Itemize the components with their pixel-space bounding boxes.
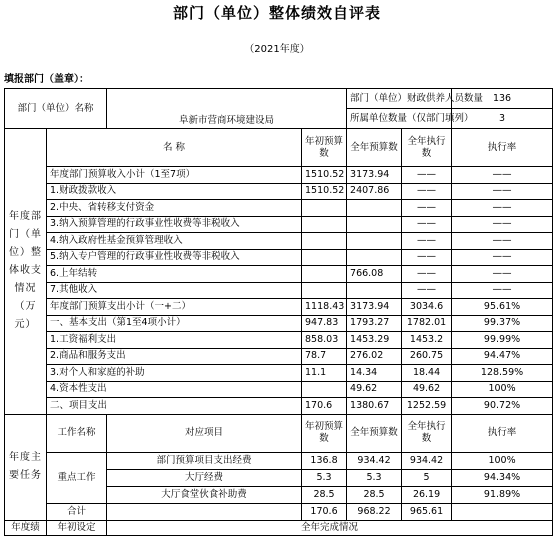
budget-row-name: 5.纳入专户管理的行政事业性收费等非税收入: [47, 249, 302, 266]
budget-row-exec: ——: [402, 200, 452, 217]
task-total-row: [5, 503, 553, 520]
budget-row-rate: ——: [452, 216, 553, 233]
task-row-item: 大厅经费: [107, 469, 302, 486]
budget-row-initial: [302, 282, 347, 299]
task-row-item: 部门预算项目支出经费: [107, 452, 302, 469]
task-row-exec: 26.19: [402, 486, 452, 503]
budget-row-initial: 1510.52: [302, 167, 347, 184]
table-row: [5, 365, 553, 382]
table-row: [5, 348, 553, 365]
dept-name-label: 部门（单位）名称: [5, 89, 107, 129]
budget-row-name: 2.中央、省转移支付资金: [47, 200, 302, 217]
task-total-exec: 965.61: [402, 503, 452, 520]
table-row: [5, 299, 553, 316]
task-row-exec: 5: [402, 469, 452, 486]
budget-row-full: [347, 282, 402, 299]
task-total-label: 合计: [47, 503, 107, 520]
budget-row-name: 4.纳入政府性基金预算管理收入: [47, 233, 302, 250]
budget-col-name: 名 称: [47, 129, 302, 167]
budget-row-initial: 858.03: [302, 332, 347, 349]
budget-row-rate: ——: [452, 200, 553, 217]
info-row-staff: [5, 89, 553, 109]
filler-label: 填报部门（盖章）：: [4, 74, 89, 85]
budget-row-full: 1793.27: [347, 315, 402, 332]
budget-row-initial: [302, 200, 347, 217]
budget-row-exec: 3034.6: [402, 299, 452, 316]
table-row: [5, 216, 553, 233]
budget-row-rate: 99.37%: [452, 315, 553, 332]
task-row-rate: 94.34%: [452, 469, 553, 486]
task-col-item: 对应项目: [107, 414, 302, 452]
budget-row-rate: 94.47%: [452, 348, 553, 365]
budget-row-initial: [302, 249, 347, 266]
table-row: [5, 398, 553, 415]
task-row-item: 大厅食堂伙食补助费: [107, 486, 302, 503]
task-col-exec: 全年执行数: [402, 414, 452, 452]
budget-row-initial: [302, 233, 347, 250]
budget-row-initial: 170.6: [302, 398, 347, 415]
task-total-full: 968.22: [347, 503, 402, 520]
task-work-name: 重点工作: [47, 452, 107, 503]
goal-label: 年初设定: [47, 520, 107, 535]
budget-row-rate: 99.99%: [452, 332, 553, 349]
budget-row-initial: [302, 216, 347, 233]
task-row-rate: 91.89%: [452, 486, 553, 503]
task-total-blank: [107, 503, 302, 520]
goal-side-label: 年度绩: [5, 520, 47, 535]
budget-row-name: 6.上年结转: [47, 266, 302, 283]
budget-row-rate: 100%: [452, 381, 553, 398]
budget-row-exec: 1453.2: [402, 332, 452, 349]
budget-row-exec: ——: [402, 167, 452, 184]
budget-row-full: 766.08: [347, 266, 402, 283]
budget-row-full: 14.34: [347, 365, 402, 382]
task-row-initial: 5.3: [302, 469, 347, 486]
budget-row-exec: ——: [402, 216, 452, 233]
budget-row-full: [347, 249, 402, 266]
dept-name-value: 阜新市营商环境建设局: [107, 89, 347, 129]
budget-row-name: 1.工资福利支出: [47, 332, 302, 349]
table-row: [5, 282, 553, 299]
task-row-full: 28.5: [347, 486, 402, 503]
budget-row-full: 1380.67: [347, 398, 402, 415]
budget-row-initial: 1118.43: [302, 299, 347, 316]
budget-col-rate: 执行率: [452, 129, 553, 167]
budget-row-rate: ——: [452, 233, 553, 250]
report-year: （2021年度）: [244, 44, 310, 55]
sub-unit-label: 所属单位数量（仅部门填列）: [347, 109, 452, 129]
table-row: [5, 167, 553, 184]
budget-row-initial: 947.83: [302, 315, 347, 332]
budget-row-exec: ——: [402, 266, 452, 283]
task-row-initial: 136.8: [302, 452, 347, 469]
budget-row-full: 3173.94: [347, 299, 402, 316]
table-row: [5, 233, 553, 250]
budget-row-full: 2407.86: [347, 183, 402, 200]
budget-row-rate: 95.61%: [452, 299, 553, 316]
budget-row-initial: 11.1: [302, 365, 347, 382]
table-row: [5, 332, 553, 349]
staff-label: 部门（单位）财政供养人员数量: [347, 89, 452, 109]
budget-row-exec: ——: [402, 249, 452, 266]
budget-row-exec: 1782.01: [402, 315, 452, 332]
task-side-label: 年度主要任务: [5, 414, 47, 520]
task-row-full: 934.42: [347, 452, 402, 469]
task-total-initial: 170.6: [302, 503, 347, 520]
task-col-work: 工作名称: [47, 414, 107, 452]
budget-row-full: 49.62: [347, 381, 402, 398]
budget-row-full: 3173.94: [347, 167, 402, 184]
task-col-rate: 执行率: [452, 414, 553, 452]
task-col-initial: 年初预算数: [302, 414, 347, 452]
budget-row-name: 年度部门预算收入小计（1至7项）: [47, 167, 302, 184]
budget-row-name: 3.对个人和家庭的补助: [47, 365, 302, 382]
budget-row-name: 年度部门预算支出小计（一+二）: [47, 299, 302, 316]
budget-row-exec: ——: [402, 233, 452, 250]
table-row: [5, 452, 553, 469]
budget-row-name: 1.财政拨款收入: [47, 183, 302, 200]
task-col-full: 全年预算数: [347, 414, 402, 452]
budget-row-name: 4.资本性支出: [47, 381, 302, 398]
budget-row-rate: 90.72%: [452, 398, 553, 415]
budget-row-exec: 260.75: [402, 348, 452, 365]
budget-row-rate: ——: [452, 249, 553, 266]
budget-row-name: 7.其他收入: [47, 282, 302, 299]
budget-row-full: [347, 200, 402, 217]
budget-row-full: [347, 233, 402, 250]
budget-row-rate: ——: [452, 167, 553, 184]
task-header-row: [5, 414, 553, 452]
task-row-full: 5.3: [347, 469, 402, 486]
goal-row: [5, 520, 553, 535]
table-row: [5, 200, 553, 217]
budget-row-initial: [302, 266, 347, 283]
budget-row-exec: 18.44: [402, 365, 452, 382]
budget-row-initial: 78.7: [302, 348, 347, 365]
task-row-rate: 100%: [452, 452, 553, 469]
budget-row-rate: 128.59%: [452, 365, 553, 382]
task-row-initial: 28.5: [302, 486, 347, 503]
task-total-rate: [452, 503, 553, 520]
sub-unit-value: 3: [452, 109, 553, 129]
done-label: 全年完成情况: [107, 520, 553, 535]
budget-row-exec: ——: [402, 183, 452, 200]
table-row: [5, 183, 553, 200]
budget-row-exec: ——: [402, 282, 452, 299]
budget-row-initial: [302, 381, 347, 398]
page-title: 部门（单位）整体绩效自评表: [172, 4, 381, 22]
performance-table: [4, 88, 553, 536]
budget-row-exec: 1252.59: [402, 398, 452, 415]
budget-col-exec: 全年执行数: [402, 129, 452, 167]
budget-side-label: 年度部门（单位）整体收支情况（万元）: [5, 129, 47, 415]
budget-row-name: 二、项目支出: [47, 398, 302, 415]
budget-row-full: [347, 216, 402, 233]
budget-header-row: [5, 129, 553, 167]
budget-row-exec: 49.62: [402, 381, 452, 398]
budget-row-name: 3.纳入预算管理的行政事业性收费等非税收入: [47, 216, 302, 233]
budget-row-name: 一、基本支出（第1至4项小计）: [47, 315, 302, 332]
budget-row-name: 2.商品和服务支出: [47, 348, 302, 365]
table-row: [5, 381, 553, 398]
budget-row-rate: ——: [452, 282, 553, 299]
budget-row-rate: ——: [452, 266, 553, 283]
table-row: [5, 315, 553, 332]
budget-row-initial: 1510.52: [302, 183, 347, 200]
budget-row-full: 276.02: [347, 348, 402, 365]
budget-row-rate: ——: [452, 183, 553, 200]
budget-col-full: 全年预算数: [347, 129, 402, 167]
budget-row-full: 1453.29: [347, 332, 402, 349]
task-row-exec: 934.42: [402, 452, 452, 469]
table-row: [5, 249, 553, 266]
table-row: [5, 266, 553, 283]
staff-value: 136: [452, 89, 553, 109]
budget-col-initial: 年初预算数: [302, 129, 347, 167]
